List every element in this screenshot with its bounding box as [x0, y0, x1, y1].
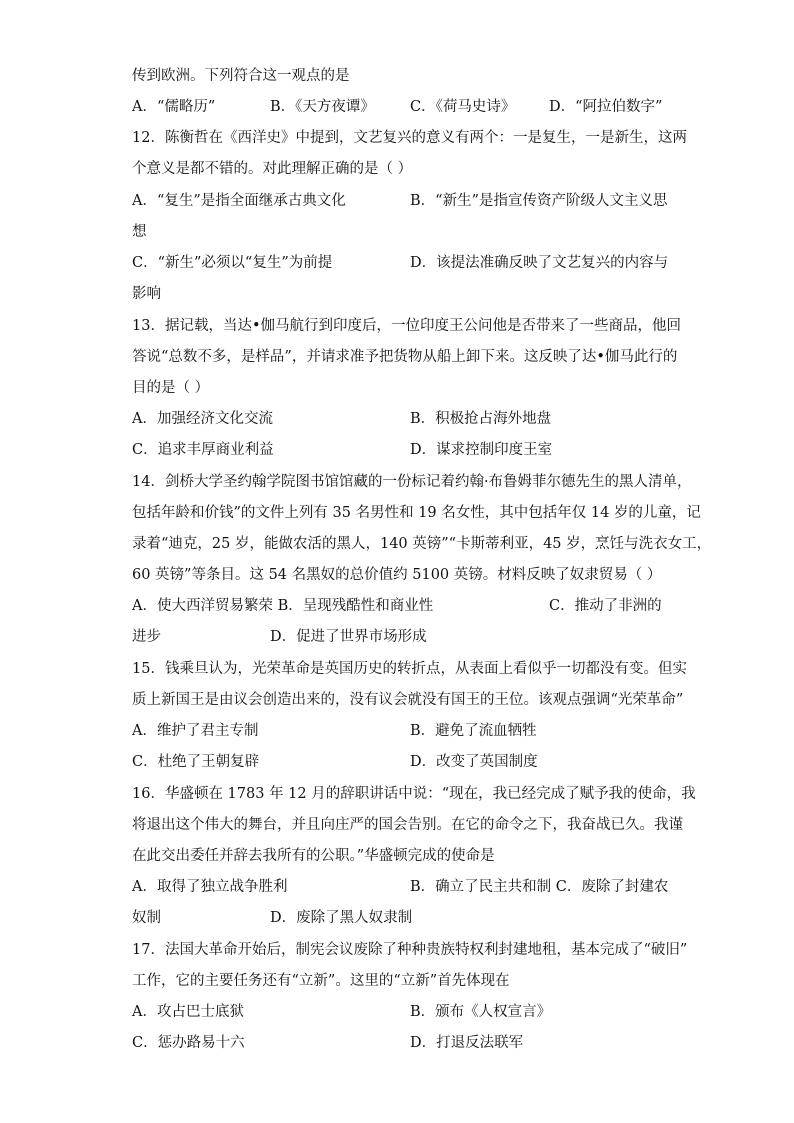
option-a: A．“复生”是指全面继承古典文化 [132, 193, 346, 209]
question-16-line-2: 将退出这个伟大的舞台，并且向庄严的国会告别。在它的命令之下，我奋战已久。我谨 [132, 817, 683, 833]
option-a: A．取得了独立战争胜利 [132, 879, 288, 895]
option-a: A．加强经济文化交流 [132, 411, 273, 427]
option-b: B．颁布《人权宣言》 [410, 1004, 552, 1020]
question-17-line-1: 17．法国大革命开始后，制宪会议废除了种种贵族特权利封建地租，基本完成了“破旧” [132, 942, 688, 958]
question-12-line-2: 个意义是都不错的。对此理解正确的是（ ） [132, 161, 413, 177]
option-d: D．“阿拉伯数字” [549, 99, 663, 115]
question-12-line-1: 12．陈衡哲在《西洋史》中提到，文艺复兴的意义有两个：一是复生，一是新生，这两 [132, 130, 687, 146]
option-c: C．追求丰厚商业利益 [132, 442, 274, 458]
option-c: C．惩办路易十六 [132, 1035, 245, 1051]
question-13-line-2: 答说“总数不多，是样品”，并请求准予把货物从船上卸下来。这反映了达•伽马此行的 [132, 349, 678, 365]
option-b: B．避免了流血牺牲 [410, 723, 537, 739]
question-14-line-2: 包括年龄和价钱”的文件上列有 35 名男性和 19 名女性，其中包括年仅 14 岁的儿童，记 [132, 505, 701, 521]
option-b: B．积极抢占海外地盘 [410, 411, 552, 427]
option-d: D．打退反法联军 [410, 1035, 524, 1051]
option-c: C．《荷马史诗》 [410, 99, 516, 115]
option-a: A．攻占巴士底狱 [132, 1004, 244, 1020]
option-c-wrap: 进步 [132, 629, 161, 645]
option-d: D．废除了黑人奴隶制 [270, 910, 413, 926]
option-b: B．“新生”是指宣传资产阶级人文主义思 [410, 193, 668, 209]
question-15-line-2: 质上新国王是由议会创造出来的，没有议会就没有国王的王位。该观点强调“光荣革命” [132, 692, 684, 708]
option-d-wrap: 影响 [132, 286, 161, 302]
question-13-line-3: 目的是（ ） [132, 380, 210, 396]
question-14-line-4: 60 英镑”等条目。这 54 名黑奴的总价值约 5100 英镑。材料反映了奴隶贸易（ ） [132, 567, 662, 583]
question-14-line-1: 14．剑桥大学圣约翰学院图书馆馆藏的一份标记着约翰·布鲁姆菲尔德先生的黑人清单， [132, 474, 692, 490]
option-b-c: B．确立了民主共和制 C．废除了封建农 [410, 879, 669, 895]
option-a-b: A．使大西洋贸易繁荣 B．呈现残酷性和商业性 [132, 598, 434, 614]
option-a: A．维护了君主专制 [132, 723, 259, 739]
question-13-line-1: 13．据记载，当达•伽马航行到印度后，一位印度王公问他是否带来了一些商品，他回 [132, 318, 682, 334]
question-text: 传到欧洲。下列符合这一观点的是 [132, 68, 350, 84]
option-d: D．促进了世界市场形成 [270, 629, 427, 645]
option-c: C．“新生”必须以“复生”为前提 [132, 255, 333, 271]
option-b-wrap: 想 [132, 224, 147, 240]
option-a: A．“儒略历” [132, 99, 216, 115]
question-17-line-2: 工作，它的主要任务还有“立新”。这里的“立新”首先体现在 [132, 973, 510, 989]
question-15-line-1: 15．钱乘旦认为，光荣革命是英国历史的转折点，从表面上看似乎一切都没有变。但实 [132, 661, 687, 677]
option-c: C．推动了非洲的 [549, 598, 662, 614]
option-c-wrap: 奴制 [132, 910, 161, 926]
question-16-line-3: 在此交出委任并辞去我所有的公职。”华盛顿完成的使命是 [132, 848, 495, 864]
option-c: C．杜绝了王朝复辟 [132, 754, 260, 770]
question-14-line-3: 录着“迪克，25 岁，能做农活的黑人，140 英镑”“卡斯蒂利亚，45 岁，烹饪与洗衣女工， [132, 536, 712, 552]
question-16-line-1: 16．华盛顿在 1783 年 12 月的辞职讲话中说：“现在，我已经完成了赋予我的使命，我 [132, 786, 696, 802]
option-d: D．谋求控制印度王室 [410, 442, 553, 458]
option-b: B．《天方夜谭》 [270, 99, 375, 115]
option-d: D．该提法准确反映了文艺复兴的内容与 [410, 255, 669, 271]
option-d: D．改变了英国制度 [410, 754, 538, 770]
